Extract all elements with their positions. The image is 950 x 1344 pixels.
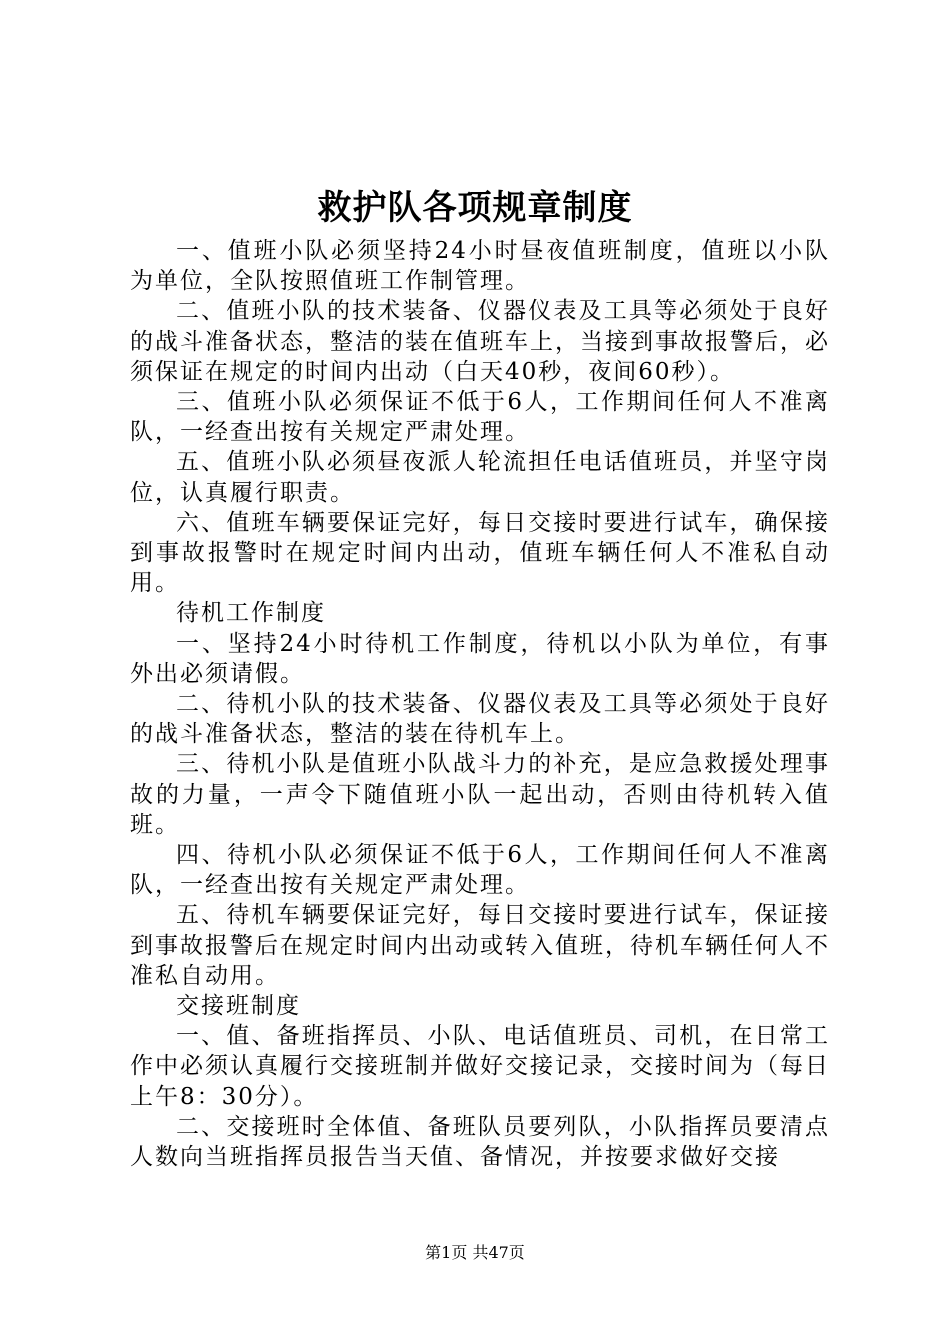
- paragraph: 五、待机车辆要保证完好，每日交接时要进行试车，保证接到事故报警后在规定时间内出动或转入值班，待机车辆任何人不准私自动用。: [130, 902, 830, 989]
- paragraph: 五、值班小队必须昼夜派人轮流担任电话值班员，并坚守岗位，认真履行职责。: [130, 449, 830, 506]
- section-heading: 交接班制度: [176, 993, 301, 1020]
- paragraph: 一、坚持24小时待机工作制度，待机以小队为单位，有事外出必须请假。: [130, 630, 830, 687]
- paragraph: 二、待机小队的技术装备、仪器仪表及工具等必须处于良好的战斗准备状态，整洁的装在待机车上。: [130, 691, 830, 748]
- document-body: [130, 236, 830, 1172]
- paragraph: 六、值班车辆要保证完好，每日交接时要进行试车，确保接到事故报警时在规定时间内出动，值班车辆任何人不准私自动用。: [130, 509, 830, 597]
- section-heading: 待机工作制度: [176, 600, 326, 627]
- paragraph: 二、值班小队的技术装备、仪器仪表及工具等必须处于良好的战斗准备状态，整洁的装在值班车上，当接到事故报警后，必须保证在规定的时间内出动（白天40秒，夜间60秒）。: [130, 298, 830, 385]
- page-footer: 第1页 共47页: [425, 1243, 525, 1262]
- paragraph: 四、待机小队必须保证不低于6人，工作期间任何人不准离队，一经查出按有关规定严肃处理。: [130, 842, 830, 899]
- paragraph: 三、值班小队必须保证不低于6人，工作期间任何人不准离队，一经查出按有关规定严肃处理。: [130, 389, 830, 446]
- paragraph: 一、值、备班指挥员、小队、电话值班员、司机，在日常工作中必须认真履行交接班制并做好交接记录，交接时间为（每日上午8：30分）。: [130, 1023, 830, 1110]
- paragraph: 二、交接班时全体值、备班队员要列队，小队指挥员要清点人数向当班指挥员报告当天值、备情况，并按要求做好交接: [130, 1113, 830, 1171]
- paragraph: 三、待机小队是值班小队战斗力的补充，是应急救援处理事故的力量，一声令下随值班小队一起出动，否则由待机转入值班。: [130, 751, 830, 838]
- document-title: 救护队各项规章制度: [317, 188, 633, 228]
- paragraph: 一、值班小队必须坚持24小时昼夜值班制度，值班以小队为单位，全队按照值班工作制管理。: [130, 238, 830, 295]
